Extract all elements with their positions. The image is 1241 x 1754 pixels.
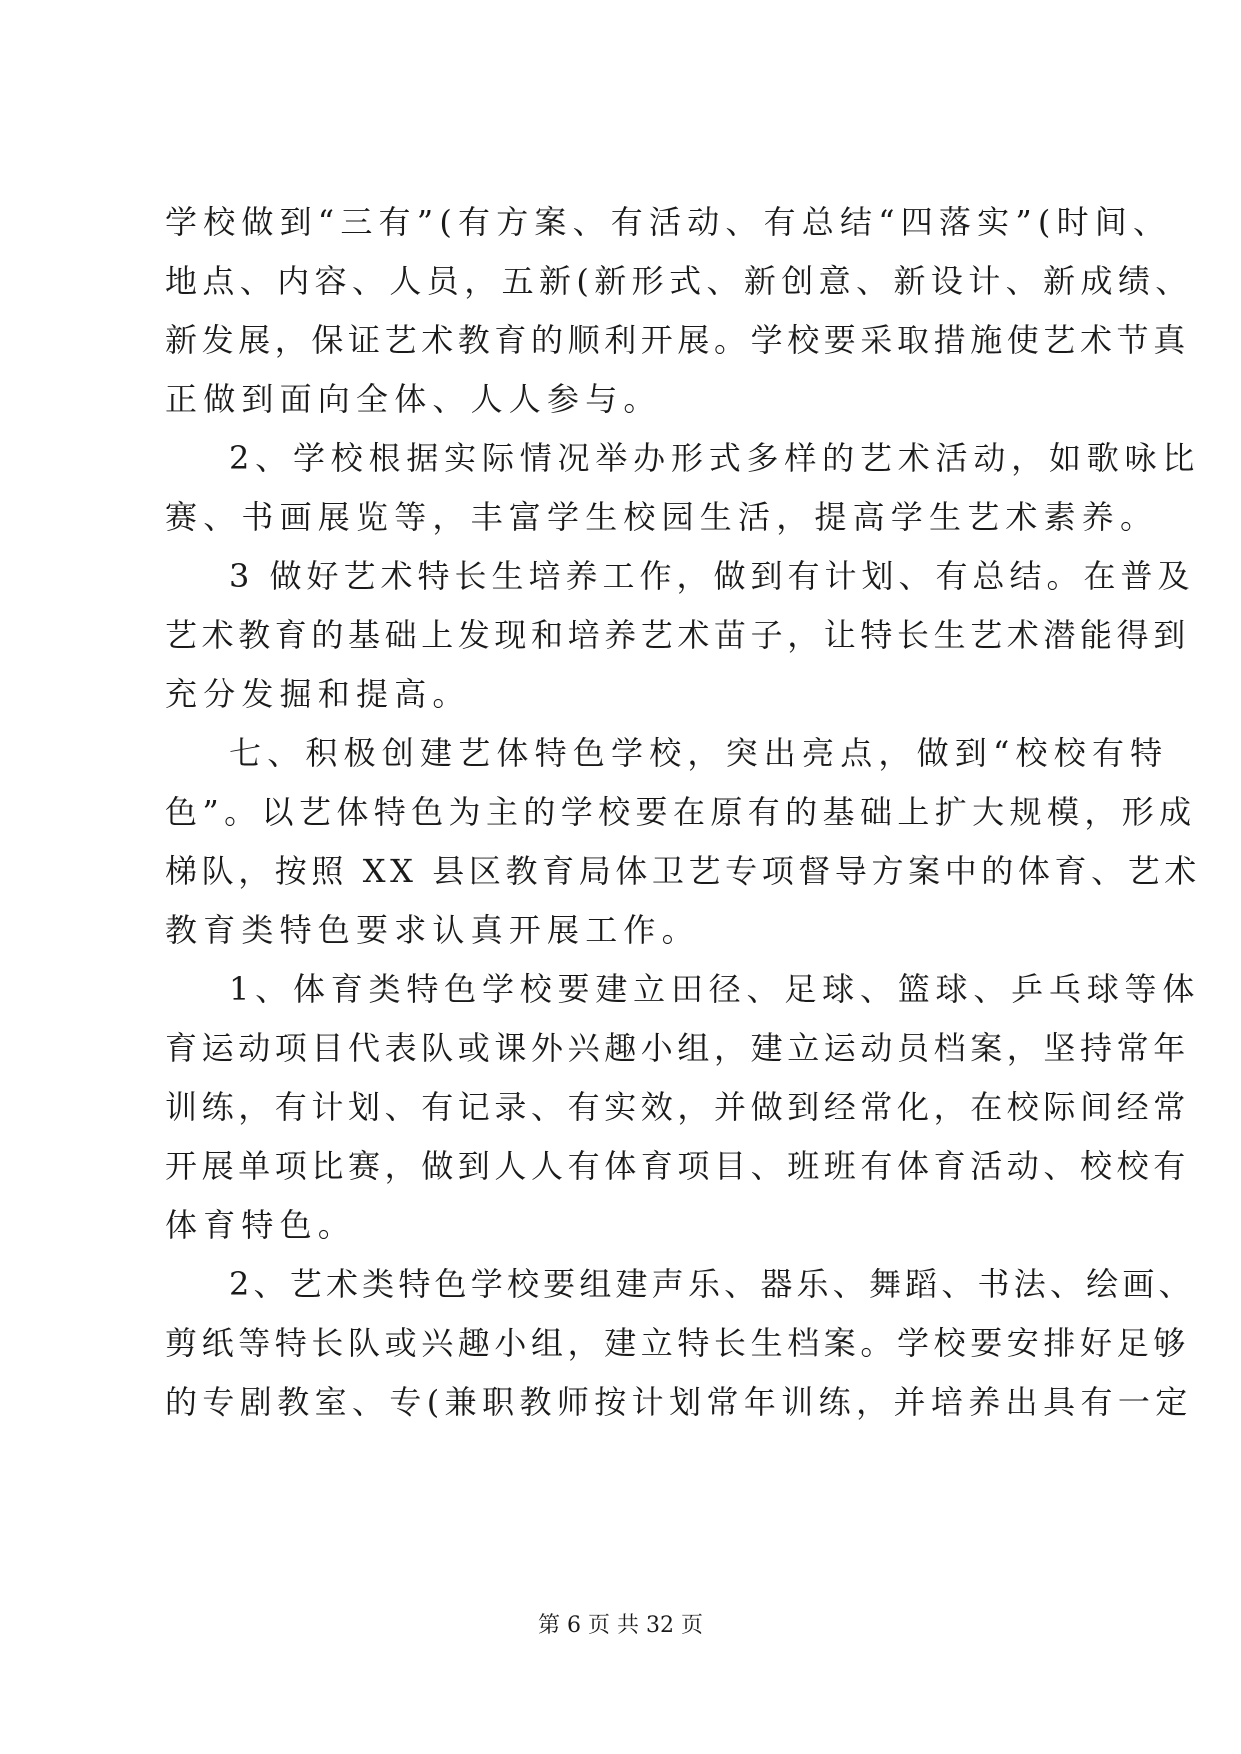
text-line: 1、体育类特色学校要建立田径、足球、篮球、乒乓球等体 (229, 970, 1201, 1008)
text-line: 剪纸等特长队或兴趣小组，建立特长生档案。学校要安排好足够 (165, 1324, 1190, 1362)
text-line: 的专剧教室、专(兼职教师按计划常年训练，并培养出具有一定 (165, 1383, 1193, 1421)
text-line: 地点、内容、人员，五新(新形式、新创意、新设计、新成绩、 (165, 262, 1193, 300)
text-line: 开展单项比赛，做到人人有体育项目、班班有体育活动、校校有 (165, 1147, 1190, 1185)
text-line: 育运动项目代表队或课外兴趣小组，建立运动员档案，坚持常年 (165, 1029, 1190, 1067)
text-line: 新发展，保证艺术教育的顺利开展。学校要采取措施使艺术节真 (165, 321, 1190, 359)
text-line: 梯队，按照 XX 县区教育局体卫艺专项督导方案中的体育、艺术 (165, 852, 1201, 890)
text-line: 充分发掘和提高。 (165, 675, 471, 713)
text-line: 训练，有计划、有记录、有实效，并做到经常化，在校际间经常 (165, 1088, 1190, 1126)
text-line: 2、学校根据实际情况举办形式多样的艺术活动，如歌咏比 (229, 439, 1201, 477)
page-number-footer: 第 6 页 共 32 页 (538, 1613, 703, 1638)
text-line: 正做到面向全体、人人参与。 (165, 380, 662, 418)
text-line: 学校做到“三有”(有方案、有活动、有总结“四落实”(时间、 (165, 203, 1172, 241)
text-line: 3 做好艺术特长生培养工作，做到有计划、有总结。在普及 (229, 557, 1195, 595)
text-line: 赛、书画展览等，丰富学生校园生活，提高学生艺术素养。 (165, 498, 1159, 536)
text-line: 七、积极创建艺体特色学校，突出亮点，做到“校校有特 (229, 734, 1169, 772)
text-line: 色”。以艺体特色为主的学校要在原有的基础上扩大规模，形成 (165, 793, 1197, 831)
text-line: 体育特色。 (165, 1206, 357, 1244)
text-line: 教育类特色要求认真开展工作。 (165, 911, 700, 949)
text-line: 艺术教育的基础上发现和培养艺术苗子，让特长生艺术潜能得到 (165, 616, 1190, 654)
text-line: 2、艺术类特色学校要组建声乐、器乐、舞蹈、书法、绘画、 (229, 1265, 1195, 1303)
